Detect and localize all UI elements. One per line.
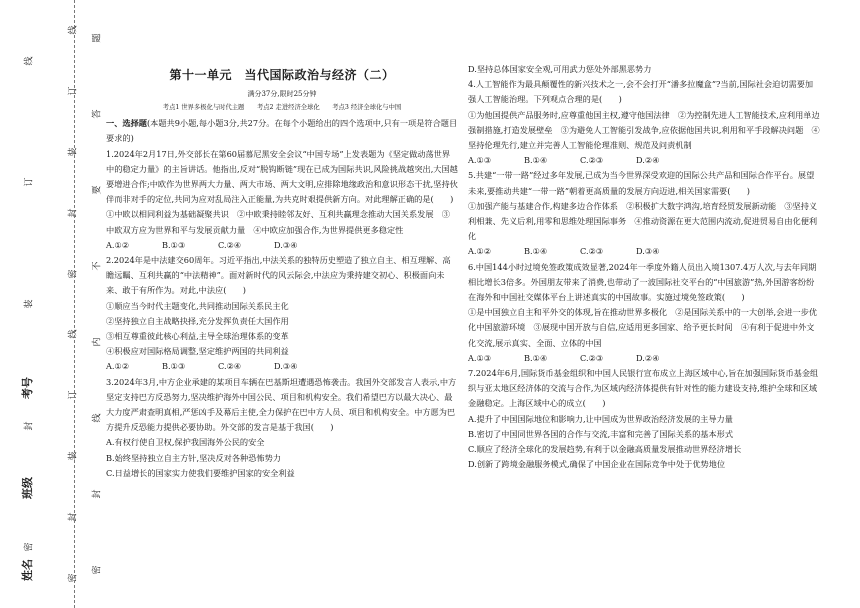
binding-char: 答 bbox=[92, 109, 103, 119]
binding-char: 要 bbox=[92, 185, 103, 195]
score-time-info: 满分37分,限时25分钟 bbox=[247, 90, 317, 99]
question-3-option-b[interactable]: B.始终坚持独立自主方针,坚决反对各种恐怖势力 bbox=[106, 452, 281, 463]
binding-char: 封 bbox=[68, 208, 79, 218]
topic-points: 考点1 世界多极化与时代主题 考点2 走进经济全球化 考点3 经济全球化与中国 bbox=[162, 104, 402, 112]
option-a[interactable]: A.①③ bbox=[468, 352, 492, 363]
option-a[interactable]: A.①② bbox=[106, 239, 130, 250]
binding-char: 订 bbox=[68, 86, 79, 96]
option-b[interactable]: B.①④ bbox=[524, 246, 548, 257]
question-7-stem: 7.2024年6月,国际货币基金组织和中国人民银行宣布成立上海区域中心,旨在加强国际货币基金组织与亚太地区经济体的交流与合作,为区域内经济体提供有针对性的能力建设支持,维护全球和区域金融稳定。上海区域中心的成立( ) bbox=[468, 368, 819, 409]
section-description: (本题共9小题,每小题3分,共27分。在每个小题给出的四个选项中,只有一项是符合题目要求的) bbox=[106, 118, 458, 144]
option-b[interactable]: B.①④ bbox=[524, 155, 548, 166]
binding-char: 题 bbox=[92, 33, 103, 43]
binding-char: 密 bbox=[92, 565, 103, 575]
option-b[interactable]: B.①③ bbox=[162, 361, 186, 372]
question-3-option-a[interactable]: A.有权行使自卫权,保护我国海外公民的安全 bbox=[106, 437, 265, 448]
binding-char: 线 bbox=[24, 56, 35, 66]
binding-char: 密 bbox=[68, 269, 79, 279]
section-heading: 一、选择题 bbox=[106, 118, 147, 129]
option-c[interactable]: C.②④ bbox=[218, 239, 242, 250]
question-5-stem: 5.共建“一带一路”经过多年发展,已成为当今世界深受欢迎的国际公共产品和国际合作平台。展望未来,要推动共建“一带一路”朝着更高质量的发展方向迈进,相关国家需要( ) bbox=[468, 170, 815, 196]
page-title: 第十一单元 当代国际政治与经济（二） bbox=[169, 68, 395, 82]
question-4-statements: ①为他国提供产品服务时,应尊重他国主权,遵守他国法律 ②为控制先进人工智能技术,应利用单边强制措施,打造发展壁垒 ③为避免人工智能引发战争,应依据他国共识,利用和平手段解决问题 ④坚持伦理先行,建立并完善人工智能伦理准则、规范及问责机制 bbox=[468, 109, 820, 151]
option-b[interactable]: B.①④ bbox=[524, 352, 548, 363]
binding-char: 密 bbox=[68, 573, 79, 583]
option-b[interactable]: B.①③ bbox=[162, 239, 186, 250]
left-column bbox=[106, 62, 458, 481]
question-2-stem: 2.2024年是中法建交60周年。习近平指出,中法关系的独特历史塑造了独立自主、相互理解、高瞻远瞩、互利共赢的“中法精神”。面对新时代的风云际会,中法应为秉持建交初心、积极面向未来、敢于有所作为。对此,中法应( ) bbox=[106, 255, 451, 296]
binding-char: 不 bbox=[92, 261, 103, 271]
option-c[interactable]: C.②③ bbox=[580, 155, 604, 166]
binding-char: 订 bbox=[68, 390, 79, 400]
question-2-statement-4: ④积极应对国际格局调整,坚定维护两国的共同利益 bbox=[106, 346, 289, 357]
binding-char: 装 bbox=[68, 147, 79, 157]
question-7-option-c[interactable]: C.顺应了经济全球化的发展趋势,有利于以金融高质量发展推动世界经济增长 bbox=[468, 444, 742, 455]
cut-line bbox=[74, 0, 75, 608]
option-c[interactable]: C.②③ bbox=[580, 352, 604, 363]
option-c[interactable]: C.②③ bbox=[580, 246, 604, 257]
binding-char: 线 bbox=[92, 413, 103, 423]
question-4-stem: 4.人工智能作为最具颠覆性的新兴技术之一,会不会打开“潘多拉魔盒”?当前,国际社会迫切需要加强人工智能治理。下列观点合理的是( ) bbox=[468, 79, 814, 105]
question-3-option-c[interactable]: C.日益增长的国家实力使我们要维护国家的安全利益 bbox=[106, 467, 295, 478]
question-2-statement-1: ①顺应当今时代主题变化,共同推动国际关系民主化 bbox=[106, 300, 289, 311]
option-a[interactable]: A.①③ bbox=[468, 155, 492, 166]
question-6-statements: ①是中国独立自主和平外交的体现,旨在推动世界多极化 ②是国际关系中的一大创举,会进一步优化中国旅游环境 ③展现中国开放与自信,应适用更多国家、给予更长时间 ④有利于促进中外文化交流,展示真实、全面、立体的中国 bbox=[468, 307, 818, 348]
question-1-options bbox=[106, 238, 458, 253]
option-d[interactable]: D.③④ bbox=[636, 246, 660, 257]
option-d[interactable]: D.③④ bbox=[274, 239, 298, 250]
binding-char: 线 bbox=[68, 25, 79, 35]
binding-char: 封 bbox=[24, 421, 35, 431]
binding-char: 密 bbox=[24, 542, 35, 552]
question-6-stem: 6.中国144小时过境免签政策成效显著,2024年一季度外籍人员出入境1307.4万人次,与去年同期相比增长3倍多。外国朋友带来了消费,也带动了一波国际社交平台的“中国旅游”热,外国游客纷纷在海外和中国社交媒体平台上讲述真实的中国故事。实施过境免签政策( ) bbox=[468, 261, 817, 303]
question-1-stem: 1.2024年2月17日,外交部长在第60届慕尼黑安全会议“中国专场”上发表题为《坚定做动荡世界中的稳定力量》的主旨讲话。他指出,反对“脱钩断链”现在已成为国际共识,风险挑战越突出,大国越要增进合作;中欧作为世界两大力量、两大市场、两大文明,应排除地缘政治和意识形态干扰,坚持伙伴而非对手的定位,共同为应对乱局注入正能量,为共克时艰提供新方向。对此理解正确的是( ) bbox=[106, 148, 458, 205]
binding-char: 封 bbox=[68, 512, 79, 522]
question-3-option-d[interactable]: D.坚持总体国家安全观,可用武力惩处外部黑恶势力 bbox=[468, 64, 652, 74]
question-5-statements: ①加强产能与基建合作,构建多边合作体系 ②积极扩大数字鸿沟,培育经贸发展新动能 ③坚持义利相兼、先义后利,用零和思维处理国际事务 ④推动资源在更大范围内流动,促进贸易自由化便利化 bbox=[468, 200, 818, 242]
question-7-option-b[interactable]: B.密切了中国同世界各国的合作与交流,丰富和完善了国际关系的基本形式 bbox=[468, 428, 734, 439]
question-4-options bbox=[468, 153, 820, 168]
question-2-options bbox=[106, 359, 458, 374]
binding-char: 封 bbox=[92, 489, 103, 499]
question-5-options bbox=[468, 244, 820, 259]
binding-char: 线 bbox=[68, 329, 79, 339]
exam-number-label: 考号 bbox=[21, 377, 34, 399]
binding-char: 装 bbox=[68, 451, 79, 461]
option-a[interactable]: A.①② bbox=[106, 361, 130, 372]
section-intro bbox=[106, 116, 458, 146]
question-1-statements: ①中欧以相同利益为基础凝聚共识 ②中欧秉持睦邻友好、互利共赢理念推动大国关系发展 ③中欧双方应为世界和平与发展贡献力量 ④中欧应加强合作,为世界提供更多稳定性 bbox=[106, 209, 450, 235]
class-label: 班级 bbox=[21, 477, 34, 499]
option-d[interactable]: D.②④ bbox=[636, 155, 660, 166]
question-6-options bbox=[468, 351, 820, 366]
question-7-option-a[interactable]: A.提升了中国国际地位和影响力,让中国成为世界政治经济发展的主导力量 bbox=[468, 413, 733, 424]
option-a[interactable]: A.①② bbox=[468, 246, 492, 257]
right-column bbox=[468, 62, 820, 472]
binding-char: 内 bbox=[92, 337, 103, 347]
student-info-fields bbox=[6, 330, 42, 600]
binding-strip-inner bbox=[92, 0, 104, 608]
question-2-statement-3: ③相互尊重彼此核心利益,主导全球治理体系的变革 bbox=[106, 331, 289, 342]
question-2-statement-2: ②坚持独立自主战略抉择,充分发挥负责任大国作用 bbox=[106, 315, 289, 326]
binding-char: 订 bbox=[24, 177, 35, 187]
option-c[interactable]: C.②④ bbox=[218, 361, 242, 372]
question-3-stem: 3.2024年3月,中方企业承建的某项目车辆在巴基斯坦遭遇恐怖袭击。我国外交部发言人表示,中方坚定支持巴方反恐努力,坚决维护海外中国公民、项目和机构安全。我们希望巴方以最大决心、最大力度严肃查明真相,严惩凶手及幕后主使,全力保护在巴中方人员、项目和机构安全。中方愿为巴方提升反恐能力提供必要协助。外交部的发言是基于我国( ) bbox=[106, 376, 457, 433]
binding-char: 装 bbox=[24, 299, 35, 309]
option-d[interactable]: D.②④ bbox=[636, 352, 660, 363]
option-d[interactable]: D.③④ bbox=[274, 361, 298, 372]
exam-content bbox=[106, 62, 854, 602]
question-7-option-d[interactable]: D.创新了跨境金融服务模式,确保了中国企业在国际竞争中处于优势地位 bbox=[468, 459, 726, 470]
name-label: 姓名 bbox=[21, 559, 34, 581]
